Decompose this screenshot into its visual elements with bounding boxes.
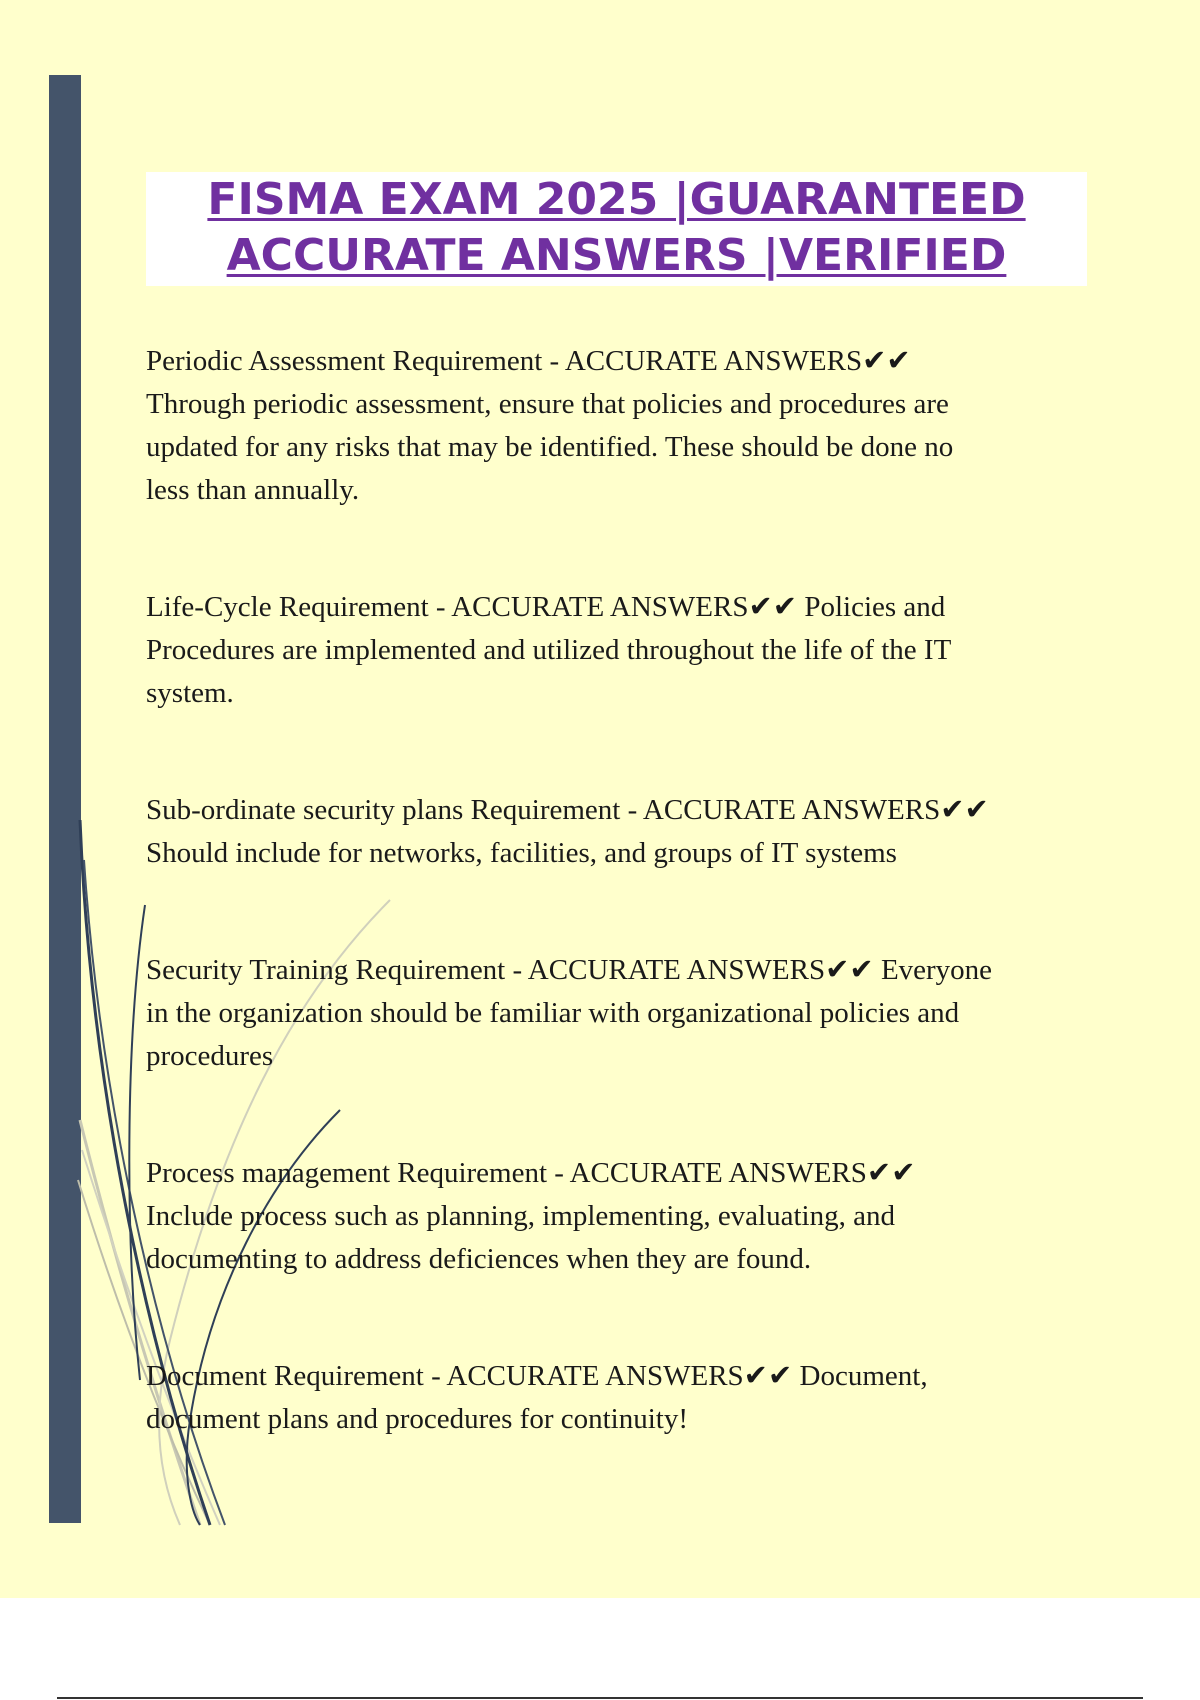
entry-life-cycle xyxy=(146,586,1106,715)
document-title xyxy=(146,172,1087,286)
title-line-1: FISMA EXAM 2025 |GUARANTEED xyxy=(207,174,1026,225)
entry-security-training xyxy=(146,949,1106,1078)
entry-line: Security Training Requirement - ACCURATE ANSWERS✔✔ Everyone xyxy=(146,954,993,986)
entry-document xyxy=(146,1355,1106,1441)
entry-line: in the organization should be familiar with organizational policies and xyxy=(146,997,960,1029)
entry-line: Procedures are implemented and utilized throughout the life of the IT xyxy=(146,634,952,666)
entry-line: Life-Cycle Requirement - ACCURATE ANSWERS✔✔ Policies and xyxy=(146,591,946,623)
entry-line: Should include for networks, facilities, and groups of IT systems xyxy=(146,837,897,869)
entry-line: procedures xyxy=(146,1040,274,1072)
entry-line: document plans and procedures for continuity! xyxy=(146,1403,688,1435)
entry-line: Periodic Assessment Requirement - ACCURATE ANSWERS✔✔ xyxy=(146,345,911,377)
entry-process-management xyxy=(146,1152,1106,1281)
title-line-2: ACCURATE ANSWERS |VERIFIED xyxy=(226,230,1007,281)
answers-list xyxy=(146,340,1106,1441)
entry-line: Sub-ordinate security plans Requirement - ACCURATE ANSWERS✔✔ xyxy=(146,794,989,826)
side-bar-decoration xyxy=(49,75,81,1523)
entry-line: system. xyxy=(146,677,234,709)
entry-sub-ordinate-plans xyxy=(146,789,1106,875)
entry-line: Include process such as planning, implementing, evaluating, and xyxy=(146,1200,895,1232)
entry-line: Through periodic assessment, ensure that policies and procedures are xyxy=(146,388,949,420)
entry-line: documenting to address deficiences when they are found. xyxy=(146,1243,812,1275)
entry-line: Document Requirement - ACCURATE ANSWERS✔✔ Document, xyxy=(146,1360,928,1392)
entry-line: less than annually. xyxy=(146,474,360,506)
entry-periodic-assessment xyxy=(146,340,1106,512)
footer-divider xyxy=(57,1697,1143,1699)
entry-line: updated for any risks that may be identified. These should be done no xyxy=(146,431,954,463)
entry-line: Process management Requirement - ACCURATE ANSWERS✔✔ xyxy=(146,1157,916,1189)
